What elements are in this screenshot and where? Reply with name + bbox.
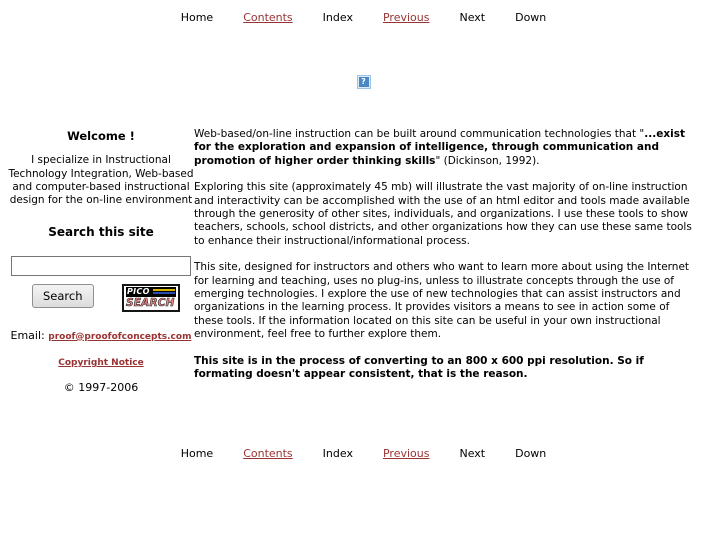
top-nav bbox=[0, 0, 727, 24]
search-input[interactable] bbox=[11, 256, 191, 276]
copyright-year: © 1997-2006 bbox=[63, 381, 139, 395]
picosearch-logo[interactable] bbox=[122, 284, 180, 312]
search-button[interactable]: Search bbox=[32, 284, 94, 308]
paragraph-intro-quote bbox=[194, 128, 698, 168]
question-mark-glyph: ? bbox=[361, 77, 366, 86]
header-image-slot bbox=[0, 69, 727, 85]
stripe-yellow bbox=[153, 289, 175, 291]
nav-down: Down bbox=[515, 11, 547, 24]
email-row bbox=[8, 329, 194, 344]
main-content bbox=[194, 128, 704, 395]
picosearch-logo-stripes bbox=[153, 289, 175, 294]
nav-next: Next bbox=[459, 11, 486, 24]
broken-image-icon bbox=[357, 75, 371, 89]
picosearch-logo-word-search: SEARCH bbox=[126, 296, 175, 309]
paragraph-resolution-notice: This site is in the process of converting to an 800 x 600 ppi resolution. So if formating doesn't appear consistent, that is the reason. bbox=[194, 354, 644, 381]
stripe-blue bbox=[153, 292, 175, 294]
copyright-notice-row bbox=[8, 356, 194, 370]
nav-down-bottom: Down bbox=[515, 446, 547, 460]
nav-contents-link[interactable]: Contents bbox=[243, 11, 293, 24]
paragraph-intro-quote-cite: " (Dickinson, 1992). bbox=[435, 154, 540, 167]
nav-index: Index bbox=[322, 11, 353, 24]
email-label: Email: bbox=[10, 328, 45, 342]
content-area bbox=[0, 128, 727, 395]
nav-index-bottom: Index bbox=[322, 446, 353, 460]
nav-home: Home bbox=[180, 11, 214, 24]
nav-next-bottom: Next bbox=[459, 446, 486, 460]
search-heading: Search this site bbox=[48, 225, 154, 240]
picosearch-logo-word-pico: PICO bbox=[127, 286, 150, 296]
paragraph-exploring-site: Exploring this site (approximately 45 mb) will illustrate the vast majority of on-line instruction and interactivity can be accomplished with the use of an html editor and tools made available through the generosity of other sites, individuals, and organizations. I use these tools to show teachers, schools, school districts, and other organizations how they can use these same tools to enhance their instructional/informational process. bbox=[194, 181, 692, 247]
nav-home-bottom: Home bbox=[180, 446, 214, 460]
nav-contents-link-bottom[interactable]: Contents bbox=[243, 446, 293, 460]
bottom-nav bbox=[0, 447, 727, 460]
welcome-heading: Welcome ! bbox=[67, 129, 135, 143]
nav-previous-link-bottom[interactable]: Previous bbox=[382, 446, 430, 460]
sidebar-intro-text: I specialize in Instructional Technology Integration, Web-based and computer-based instructional design for the on-line environment bbox=[8, 154, 194, 207]
search-controls bbox=[8, 284, 194, 312]
paragraph-intro-quote-bold: ...exist for the exploration and expansion of intelligence, through communication and promotion of higher order thinking skills bbox=[194, 128, 685, 167]
sidebar bbox=[0, 128, 194, 395]
paragraph-intro-quote-lead: Web-based/on-line instruction can be built around communication technologies that " bbox=[194, 128, 645, 140]
email-link[interactable]: proof@proofofconcepts.com bbox=[48, 331, 192, 342]
paragraph-site-design: This site, designed for instructors and others who want to learn more about using the Internet for learning and teaching, uses no plug-ins, unless to illustrate concepts through the use of emerging technologies. I explore the use of new technologies that can assist instructors and organizations in the learning process. It provides visitors a means to see in action some of these tools. If the information located on this site can be useful in your own instructional environment, feel free to further explore them. bbox=[194, 261, 690, 341]
copyright-notice-link[interactable]: Copyright Notice bbox=[58, 358, 144, 369]
nav-previous-link[interactable]: Previous bbox=[382, 11, 430, 24]
picosearch-logo-top bbox=[126, 287, 176, 297]
